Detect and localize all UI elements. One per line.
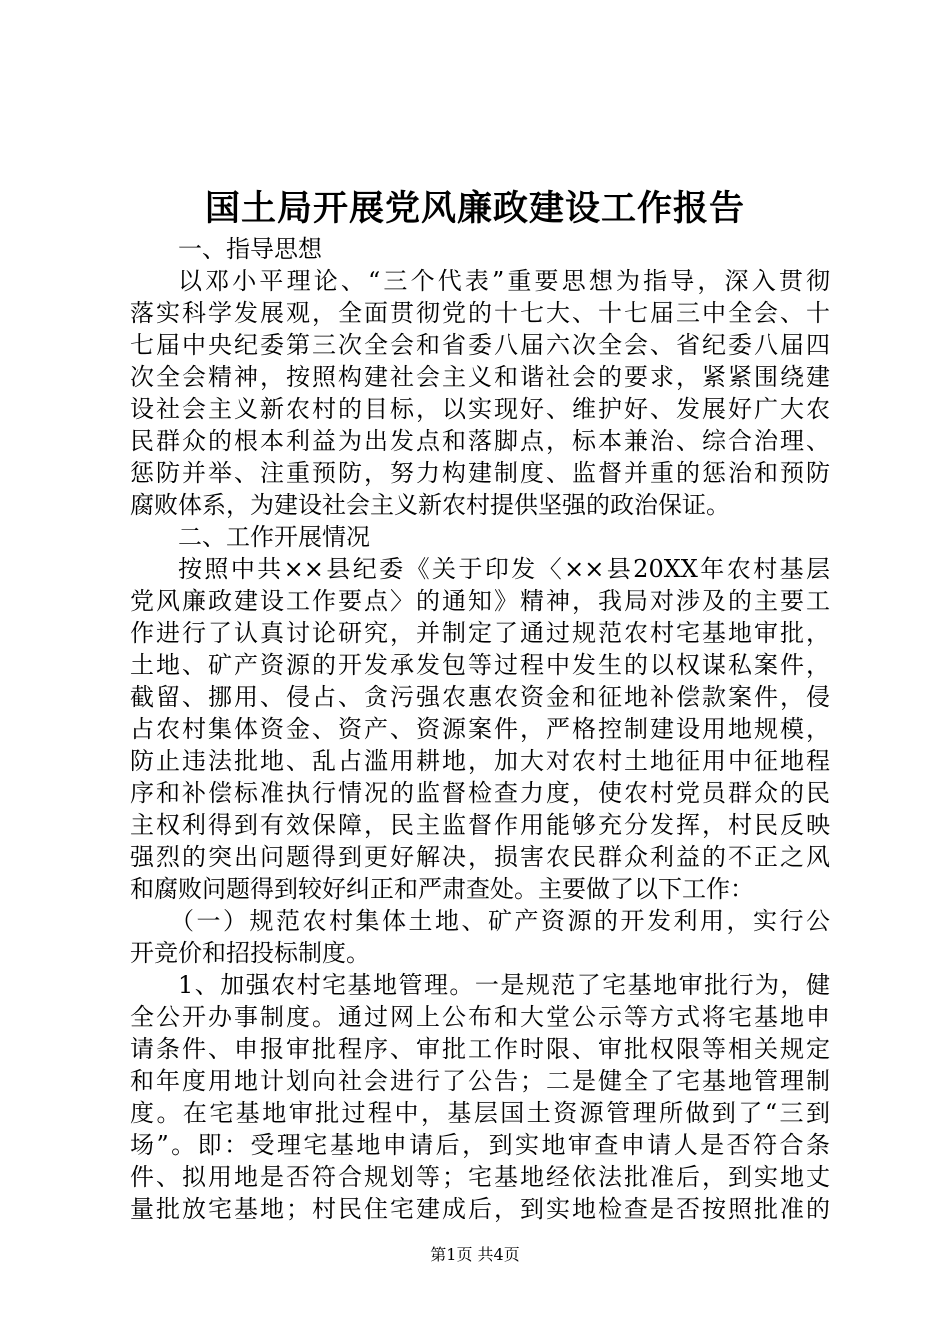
paragraph-line: 全公开办事制度。通过网上公布和大堂公示等方式将宅基地申 [130,1003,830,1031]
paragraph-line: 和腐败问题得到较好纠正和严肃查处。主要做了以下工作： [130,875,754,903]
paragraph-line: 作进行了认真讨论研究，并制定了通过规范农村宅基地审批， [130,619,830,647]
paragraph-line: 和年度用地计划向社会进行了公告；二是健全了宅基地管理制 [130,1067,830,1095]
paragraph-line: 1、加强农村宅基地管理。一是规范了宅基地审批行为，健 [178,971,830,999]
paragraph-line: 强烈的突出问题得到更好解决，损害农民群众利益的不正之风 [130,843,830,871]
paragraph-line: 惩防并举、注重预防，努力构建制度、监督并重的惩治和预防 [130,459,830,487]
paragraph-line: 件、拟用地是否符合规划等；宅基地经依法批准后，到实地丈 [130,1163,830,1191]
document-body [130,233,830,1225]
paragraph-line: 主权利得到有效保障，民主监督作用能够充分发挥，村民反映 [130,811,830,839]
paragraph-line: 七届中央纪委第三次全会和省委八届六次全会、省纪委八届四 [130,331,830,359]
subsection-heading: （一）规范农村集体土地、矿产资源的开发利用，实行公 [170,907,830,935]
document-title: 国土局开展党风廉政建设工作报告 [204,188,745,229]
paragraph-line: 设社会主义新农村的目标，以实现好、维护好、发展好广大农 [130,395,830,423]
subsection-heading-cont: 开竞价和招投标制度。 [130,939,370,967]
paragraph-line: 腐败体系，为建设社会主义新农村提供坚强的政治保证。 [130,491,730,519]
paragraph-line: 民群众的根本利益为出发点和落脚点，标本兼治、综合治理、 [130,427,830,455]
paragraph-line: 量批放宅基地；村民住宅建成后，到实地检查是否按照批准的 [130,1195,830,1223]
paragraph-line: 党风廉政建设工作要点〉的通知》精神，我局对涉及的主要工 [130,587,830,615]
paragraph-line: 次全会精神，按照构建社会主义和谐社会的要求，紧紧围绕建 [130,363,830,391]
paragraph-line: 土地、矿产资源的开发承发包等过程中发生的以权谋私案件， [130,651,830,679]
page-number-footer: 第1页 共4页 [430,1245,520,1264]
paragraph-line: 落实科学发展观，全面贯彻党的十七大、十七届三中全会、十 [130,299,830,327]
paragraph-line: 请条件、申报审批程序、审批工作时限、审批权限等相关规定 [130,1035,830,1063]
paragraph-line: 度。在宅基地审批过程中，基层国土资源管理所做到了“三到 [130,1099,830,1127]
paragraph-line: 按照中共××县纪委《关于印发〈××县20XX年农村基层 [178,555,830,583]
section-heading-1: 一、指导思想 [178,235,322,263]
section-heading-2: 二、工作开展情况 [178,523,370,551]
paragraph-line: 截留、挪用、侵占、贪污强农惠农资金和征地补偿款案件，侵 [130,683,830,711]
paragraph-line: 场”。即：受理宅基地申请后，到实地审查申请人是否符合条 [130,1131,830,1159]
paragraph-line: 占农村集体资金、资产、资源案件，严格控制建设用地规模， [130,715,830,743]
paragraph-line: 序和补偿标准执行情况的监督检查力度，使农村党员群众的民 [130,779,830,807]
paragraph-line: 以邓小平理论、“三个代表”重要思想为指导，深入贯彻 [178,267,830,295]
paragraph-line: 防止违法批地、乱占滥用耕地，加大对农村土地征用中征地程 [130,747,830,775]
